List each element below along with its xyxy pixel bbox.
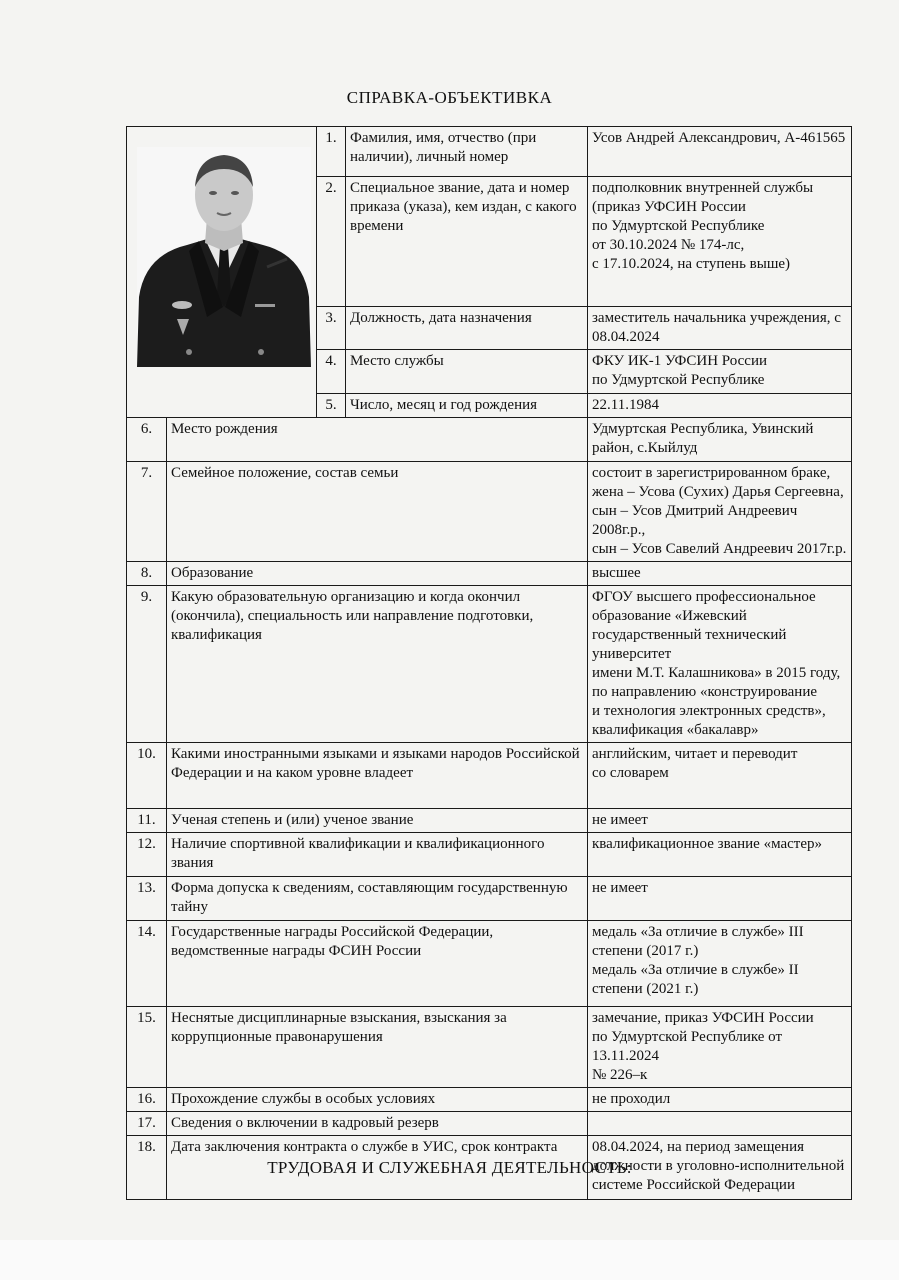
row-number: 4. xyxy=(317,350,346,394)
row-value: Усов Андрей Александрович, А-461565 xyxy=(588,127,852,177)
row-number: 15. xyxy=(127,1007,167,1088)
row-value xyxy=(588,1112,852,1136)
row-number: 8. xyxy=(127,562,167,586)
table-row xyxy=(127,562,852,586)
row-number: 9. xyxy=(127,586,167,743)
table-row xyxy=(127,1112,852,1136)
row-number: 13. xyxy=(127,877,167,921)
row-value: английским, читает и переводит со словарем xyxy=(588,743,852,809)
row-value: 22.11.1984 xyxy=(588,394,852,418)
row-label: Ученая степень и (или) ученое звание xyxy=(167,809,588,833)
row-value: замечание, приказ УФСИН России по Удмуртской Республике от 13.11.2024 № 226–к xyxy=(588,1007,852,1088)
table-row xyxy=(127,462,852,562)
row-label: Место службы xyxy=(346,350,588,394)
row-number: 1. xyxy=(317,127,346,177)
personal-info-table xyxy=(126,126,852,1200)
row-label: Образование xyxy=(167,562,588,586)
row-value: не проходил xyxy=(588,1088,852,1112)
table-row xyxy=(127,418,852,462)
table-row xyxy=(127,1007,852,1088)
table-row xyxy=(127,877,852,921)
row-label: Прохождение службы в особых условиях xyxy=(167,1088,588,1112)
row-number: 10. xyxy=(127,743,167,809)
row-number: 6. xyxy=(127,418,167,462)
row-number: 7. xyxy=(127,462,167,562)
row-label: Неснятые дисциплинарные взыскания, взыскания за коррупционные правонарушения xyxy=(167,1007,588,1088)
row-value: подполковник внутренней службы (приказ УФСИН России по Удмуртской Республике от 30.10.2024 № 174-лс, с 17.10.2024, на ступень выше) xyxy=(588,177,852,307)
row-label: Специальное звание, дата и номер приказа (указа), кем издан, с какого времени xyxy=(346,177,588,307)
row-label: Государственные награды Российской Федерации, ведомственные награды ФСИН России xyxy=(167,921,588,1007)
row-number: 18. xyxy=(127,1136,167,1200)
row-label: Должность, дата назначения xyxy=(346,307,588,350)
row-label: Наличие спортивной квалификации и квалификационного звания xyxy=(167,833,588,877)
row-label: Число, месяц и год рождения xyxy=(346,394,588,418)
row-label: Форма допуска к сведениям, составляющим государственную тайну xyxy=(167,877,588,921)
row-label: Сведения о включении в кадровый резерв xyxy=(167,1112,588,1136)
row-value: состоит в зарегистрированном браке, жена – Усова (Сухих) Дарья Сергеевна, сын – Усов Дмитрий Андреевич 2008г.р., сын – Усов Савелий Андреевич 2017г.р. xyxy=(588,462,852,562)
row-value: не имеет xyxy=(588,877,852,921)
row-number: 17. xyxy=(127,1112,167,1136)
row-value: ФГОУ высшего профессиональное образование «Ижевский государственный технический университет имени М.Т. Калашникова» в 2015 году, по направлению «конструирование и технология электронных средств», квалификация «бакалавр» xyxy=(588,586,852,743)
portrait-photo xyxy=(137,147,311,367)
row-label: Дата заключения контракта о службе в УИС, срок контракта xyxy=(167,1136,588,1200)
page-edge xyxy=(0,1240,899,1280)
table-row xyxy=(127,1088,852,1112)
row-label: Какую образовательную организацию и когда окончил (окончила), специальность или направление подготовки, квалификация xyxy=(167,586,588,743)
table-row xyxy=(127,921,852,1007)
row-number: 2. xyxy=(317,177,346,307)
row-value: Удмуртская Республика, Увинский район, с.Кыйлуд xyxy=(588,418,852,462)
row-number: 14. xyxy=(127,921,167,1007)
section-heading: ТРУДОВАЯ И СЛУЖЕБНАЯ ДЕЯТЕЛЬНОСТЬ: xyxy=(267,1158,632,1177)
row-value: квалификационное звание «мастер» xyxy=(588,833,852,877)
photo-cell xyxy=(127,127,317,418)
row-value: заместитель начальника учреждения, с 08.04.2024 xyxy=(588,307,852,350)
row-value: высшее xyxy=(588,562,852,586)
document-title: СПРАВКА-ОБЪЕКТИВКА xyxy=(346,88,553,107)
row-number: 3. xyxy=(317,307,346,350)
row-value: не имеет xyxy=(588,809,852,833)
table-row xyxy=(127,833,852,877)
row-value: медаль «За отличие в службе» III степени (2017 г.) медаль «За отличие в службе» II степени (2021 г.) xyxy=(588,921,852,1007)
row-label: Фамилия, имя, отчество (при наличии), личный номер xyxy=(346,127,588,177)
row-value: 08.04.2024, на период замещения должности в уголовно-исполнительной системе Российской Федерации xyxy=(588,1136,852,1200)
row-value: ФКУ ИК-1 УФСИН России по Удмуртской Республике xyxy=(588,350,852,394)
table-row xyxy=(127,743,852,809)
row-number: 12. xyxy=(127,833,167,877)
row-number: 11. xyxy=(127,809,167,833)
row-label: Какими иностранными языками и языками народов Российской Федерации и на каком уровне владеет xyxy=(167,743,588,809)
table-row xyxy=(127,127,852,177)
row-label: Семейное положение, состав семьи xyxy=(167,462,588,562)
row-number: 16. xyxy=(127,1088,167,1112)
table-row xyxy=(127,809,852,833)
row-label: Место рождения xyxy=(167,418,588,462)
row-number: 5. xyxy=(317,394,346,418)
table-row xyxy=(127,586,852,743)
